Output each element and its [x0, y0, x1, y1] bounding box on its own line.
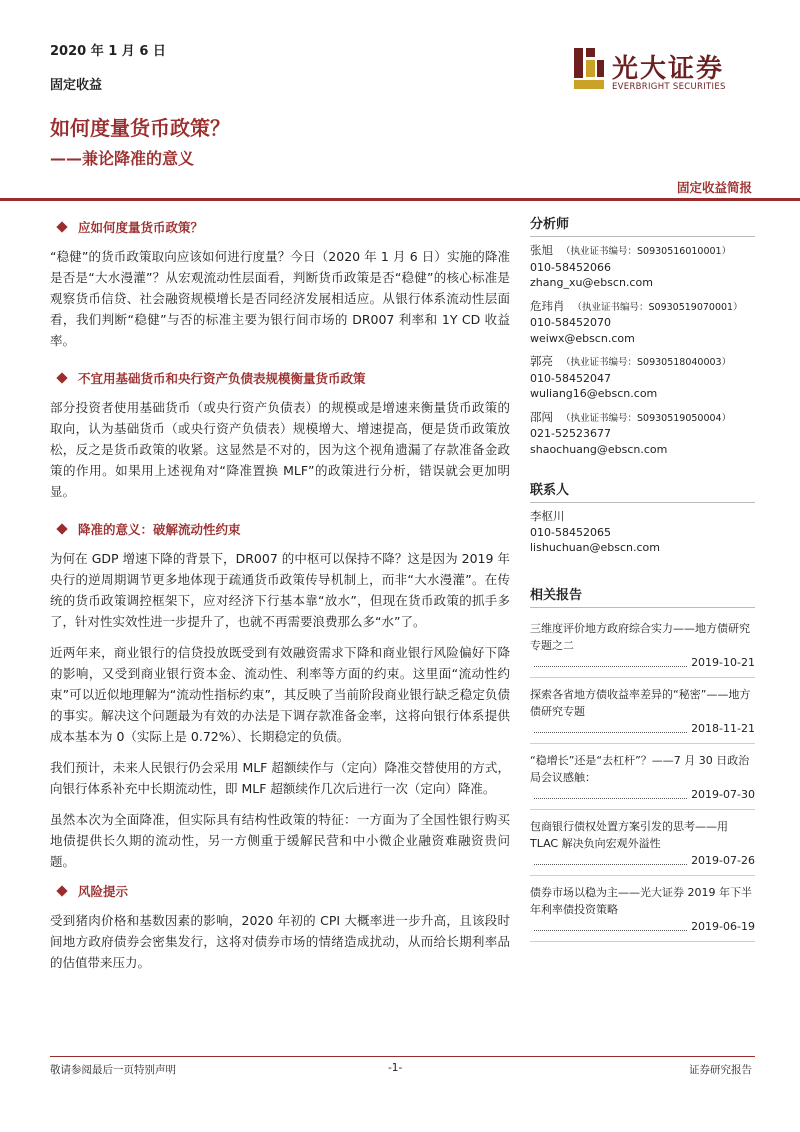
section-paragraph: 我们预计，未来人民银行仍会采用 MLF 超额续作与（定向）降准交替使用的方式，向银行体系补充中长期流动性，即 MLF 超额续作几次后进行一次（定向）降准。: [50, 760, 510, 796]
analyst-cert: （执业证书编号：S0930519050004）: [561, 412, 732, 424]
report-category: 固定收益: [50, 78, 103, 93]
analyst-cert: （执业证书编号：S0930516010001）: [561, 246, 732, 257]
analyst-phone: 021-52523677: [530, 427, 611, 440]
diamond-bullet-icon: [56, 372, 67, 383]
logo-mark-icon: [572, 46, 606, 94]
related-report-date: 2019-10-21: [691, 655, 755, 669]
related-report[interactable]: [530, 620, 755, 678]
section-paragraph: 为何在 GDP 增速下降的背景下，DR007 的中枢可以保持不降？这是因为 2019 年央行的逆周期调节更多地体现于疏通货币政策传导机制上，而非“大水漫灌”。在传统的货币政策调控框架下，应对经济下行基本靠“放水”，但现在货币政策的抓手多了，针对性实效性进一步提升了，也就不再需要浪费那么多“水”了。: [50, 551, 510, 629]
analyst-phone: 010-58452070: [530, 316, 611, 329]
related-report[interactable]: [530, 686, 755, 744]
logo-en-text: EVERBRIGHT SECURITIES: [612, 82, 726, 92]
contact-name: 李枢川: [530, 509, 565, 523]
footer-doc-type: 证券研究报告: [689, 1064, 752, 1076]
analyst-card: [530, 299, 755, 347]
related-report-date: 2019-07-26: [691, 853, 755, 867]
main-content: [50, 218, 510, 983]
report-type: 固定收益简报: [676, 180, 752, 195]
contact-card: [530, 509, 755, 556]
footer-divider: [50, 1056, 755, 1057]
analyst-email[interactable]: shaochuang@ebscn.com: [530, 442, 668, 456]
report-date: 2020 年 1 月 6 日: [50, 44, 166, 59]
analyst-cert: （执业证书编号：S0930518040003）: [561, 357, 732, 368]
related-report-date: 2019-06-19: [691, 919, 755, 933]
sidebar: [530, 213, 755, 950]
diamond-bullet-icon: [56, 885, 67, 896]
related-report[interactable]: [530, 818, 755, 876]
analyst-cert: （执业证书编号：S0930519070001）: [572, 301, 743, 313]
header-divider: [0, 198, 800, 201]
contact-phone: 010-58452065: [530, 525, 611, 539]
analyst-email[interactable]: zhang_xu@ebscn.com: [530, 276, 653, 289]
contact-heading: 联系人: [530, 479, 755, 503]
section-paragraph: 虽然本次为全面降准，但实际具有结构性政策的特征：一方面为了全国性银行购买地债提供长久期的流动性，另一方侧重于缓解民营和中小微企业融资难融资贵问题。: [50, 812, 510, 869]
section-heading: 不宜用基础货币和央行资产负债表规模衡量货币政策: [58, 369, 510, 387]
analyst-email[interactable]: weiwx@ebscn.com: [530, 331, 635, 345]
section-paragraph: 受到猪肉价格和基数因素的影响，2020 年初的 CPI 大概率进一步升高，且该段时间地方政府债券会密集发行，这将对债券市场的情绪造成扰动，从而给长期利率品的估值带来压力。: [50, 913, 510, 970]
section-paragraph: “稳健”的货币政策取向应该如何进行度量？今日（2020 年 1 月 6 日）实施的降准是否是“大水漫灌”？从宏观流动性层面看，判断货币政策是否“稳健”的核心标准是观察货币信贷、社会融资规模增长是否同经济发展相适应。从银行体系流动性层面看，我们判断“稳健”与否的标准主要为银行间市场的 DR007 利率和 1Y CD 收益率。: [50, 249, 510, 348]
footer-disclaimer: 敬请参阅最后一页特别声明: [50, 1064, 176, 1076]
section-paragraph: 部分投资者使用基础货币（或央行资产负债表）的规模或是增速来衡量货币政策的取向，认为基础货币（或央行资产负债表）规模增大、增速提高，便是货币政策放松，反之是货币政策的收紧。这显然是不对的，因为这个视角遗漏了存款准备金政策的作用。如果用上述视角对“降准置换 MLF”的政策进行分析，错误就会更加明显。: [50, 400, 510, 499]
contact-email[interactable]: lishuchuan@ebscn.com: [530, 541, 660, 554]
related-report-date: 2019-07-30: [691, 787, 755, 801]
diamond-bullet-icon: [56, 523, 67, 534]
analyst-phone: 010-58452066: [530, 260, 611, 274]
logo-cn-text: 光大证券: [612, 54, 725, 84]
related-report-title: 包商银行债权处置方案引发的思考——用 TLAC 解决负向宏观外溢性: [530, 819, 728, 850]
analyst-name: 郭亮: [530, 354, 553, 368]
related-report-date: 2018-11-21: [691, 721, 755, 735]
analyst-name: 危玮肖: [530, 298, 565, 313]
analyst-email[interactable]: wuliang16@ebscn.com: [530, 387, 658, 400]
analyst-card: [530, 410, 755, 458]
analyst-card: [530, 243, 755, 291]
related-report-title: 债券市场以稳为主——光大证券 2019 年下半年利率债投资策略: [530, 885, 752, 916]
analyst-phone: 010-58452047: [530, 371, 611, 385]
section-heading: 应如何度量货币政策？: [58, 218, 510, 236]
related-report-title: 三维度评价地方政府综合实力——地方债研究专题之二: [530, 621, 750, 652]
analyst-name: 邵闯: [530, 409, 553, 424]
related-report[interactable]: [530, 884, 755, 942]
section-heading: 风险提示: [58, 882, 510, 900]
section-paragraph: 近两年来，商业银行的信贷投放既受到有效融资需求下降和商业银行风险偏好下降的影响，又受到商业银行资本金、流动性、利率等方面的约束。这里面“流动性约束”可以近似地理解为“流动性指标约束”，其反映了当前阶段商业银行缺乏稳定负债的事实。解决这个问题最为有效的办法是下调存款准备金率，这将向银行体系提供成本基本为 0（实际上是 0.72%）、长期稳定的负债。: [50, 645, 510, 744]
related-report[interactable]: [530, 752, 755, 810]
report-title: 如何度量货币政策？: [50, 116, 230, 140]
related-report-title: “稳增长”还是“去杠杆”？——7 月 30 日政治局会议感触：: [530, 753, 750, 784]
related-report-title: 探索各省地方债收益率差异的“秘密”——地方债研究专题: [530, 687, 751, 718]
analyst-name: 张旭: [530, 243, 553, 257]
analysts-heading: 分析师: [530, 213, 755, 237]
related-heading: 相关报告: [530, 584, 755, 608]
everbright-logo: [572, 46, 752, 96]
diamond-bullet-icon: [56, 221, 67, 232]
page-number: -1-: [388, 1062, 403, 1074]
report-subtitle: ——兼论降准的意义: [50, 149, 195, 168]
analyst-card: [530, 354, 755, 402]
section-heading: 降准的意义：破解流动性约束: [58, 520, 510, 538]
